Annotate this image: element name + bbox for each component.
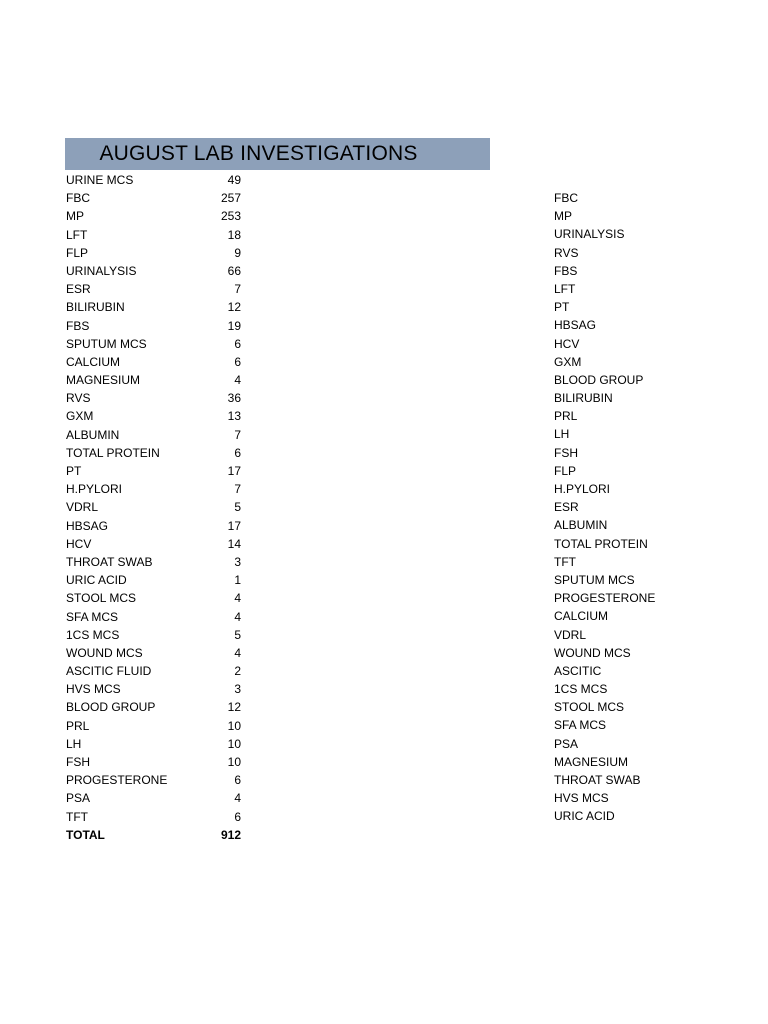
investigation-count-cell: 3 <box>234 554 241 569</box>
list-item[interactable]: PT <box>554 300 570 315</box>
investigation-count-cell: 257 <box>220 191 241 206</box>
list-item[interactable]: MP <box>554 209 572 224</box>
table-row[interactable] <box>66 335 246 353</box>
investigation-name-cell: HVS MCS <box>66 682 121 697</box>
list-item[interactable]: PRL <box>554 409 578 424</box>
table-row[interactable] <box>66 680 246 698</box>
investigation-name-cell: ALBUMIN <box>66 427 120 442</box>
investigation-count-cell: 66 <box>227 263 241 278</box>
investigation-name-cell: TOTAL PROTEIN <box>66 445 160 460</box>
table-row[interactable] <box>66 626 246 644</box>
investigation-name-cell: PT <box>66 464 82 478</box>
table-row[interactable] <box>66 644 246 662</box>
list-item[interactable]: LFT <box>554 281 576 296</box>
list-item[interactable]: ALBUMIN <box>554 518 608 533</box>
list-item[interactable]: URINALYSIS <box>554 227 625 242</box>
list-item[interactable]: 1CS MCS <box>554 682 608 697</box>
investigation-name-cell: PSA <box>66 791 91 806</box>
investigation-name-cell: CALCIUM <box>66 354 121 369</box>
investigation-name-cell: FLP <box>66 245 89 260</box>
page-title: AUGUST LAB INVESTIGATIONS <box>99 142 418 165</box>
table-row[interactable] <box>66 608 246 626</box>
investigation-name-cell: FBS <box>66 318 90 333</box>
investigation-name-cell: MAGNESIUM <box>66 373 141 388</box>
list-item[interactable]: LH <box>554 427 570 442</box>
investigation-count-cell: 36 <box>227 391 241 406</box>
list-item[interactable]: FLP <box>554 463 577 478</box>
title-header-cell[interactable] <box>65 138 490 170</box>
list-item[interactable]: FSH <box>554 445 578 460</box>
list-item[interactable]: HCV <box>554 336 580 351</box>
investigation-name-cell: PROGESTERONE <box>66 773 168 788</box>
table-row[interactable] <box>66 753 246 771</box>
investigation-count-cell: 253 <box>220 209 241 224</box>
table-row[interactable] <box>66 462 246 480</box>
table-row[interactable] <box>66 717 246 735</box>
investigation-name-cell: THROAT SWAB <box>66 554 153 569</box>
table-row[interactable] <box>66 444 246 462</box>
table-row[interactable] <box>66 571 246 589</box>
table-row[interactable] <box>66 317 246 335</box>
list-item[interactable]: TFT <box>554 554 576 569</box>
investigation-count-cell: 13 <box>227 409 241 424</box>
investigation-count-cell: 4 <box>234 591 241 606</box>
investigation-name-cell: STOOL MCS <box>66 591 137 606</box>
list-item[interactable]: URIC ACID <box>554 809 615 824</box>
investigation-count-cell: 10 <box>227 755 241 769</box>
list-item[interactable]: RVS <box>554 245 579 260</box>
investigation-count-cell: 6 <box>234 336 241 351</box>
list-item[interactable]: HVS MCS <box>554 791 609 806</box>
list-item[interactable]: SFA MCS <box>554 718 607 733</box>
investigation-name-cell: GXM <box>66 409 94 424</box>
investigation-count-cell: 12 <box>227 700 241 715</box>
table-row[interactable] <box>66 389 246 407</box>
table-row[interactable] <box>66 698 246 716</box>
investigation-count-cell: 18 <box>227 227 241 242</box>
investigation-name-cell: BLOOD GROUP <box>66 700 156 715</box>
list-item[interactable]: ASCITIC <box>554 663 602 678</box>
list-item[interactable]: HBSAG <box>554 318 597 333</box>
investigation-name-cell: H.PYLORI <box>66 482 123 497</box>
investigation-name-cell: SPUTUM MCS <box>66 336 147 351</box>
list-item[interactable]: H.PYLORI <box>554 482 611 496</box>
table-row[interactable] <box>66 589 246 607</box>
list-item[interactable]: SPUTUM MCS <box>554 572 635 587</box>
investigation-count-cell: 5 <box>234 500 241 515</box>
table-row[interactable] <box>66 808 246 826</box>
investigation-count-cell: 7 <box>234 427 241 442</box>
investigation-count-cell: 10 <box>227 718 241 733</box>
table-row[interactable] <box>66 771 246 789</box>
table-row[interactable] <box>66 735 246 753</box>
table-row[interactable] <box>66 662 246 680</box>
investigation-name-cell: 1CS MCS <box>66 627 120 642</box>
investigation-count-cell: 6 <box>234 445 241 460</box>
list-item[interactable]: VDRL <box>554 627 587 642</box>
investigation-name-cell: VDRL <box>66 500 99 515</box>
table-row[interactable] <box>66 298 246 316</box>
investigation-name-cell: TFT <box>66 809 88 824</box>
table-row[interactable] <box>66 371 246 389</box>
investigation-count-cell: 1 <box>234 573 241 588</box>
investigation-name-cell: WOUND MCS <box>66 645 143 660</box>
investigation-name-cell: URIC ACID <box>66 573 127 588</box>
total-label: TOTAL <box>66 827 105 842</box>
investigation-count-cell: 7 <box>234 282 241 297</box>
list-item[interactable]: MAGNESIUM <box>554 754 629 769</box>
table-row[interactable] <box>66 171 246 189</box>
table-row[interactable] <box>66 207 246 225</box>
table-row[interactable] <box>66 480 246 498</box>
investigation-name-cell: HBSAG <box>66 518 109 533</box>
investigation-name-cell: RVS <box>66 391 91 406</box>
list-item[interactable]: PROGESTERONE <box>554 591 656 606</box>
table-row[interactable] <box>66 280 246 298</box>
investigation-count-cell: 4 <box>234 645 241 660</box>
investigation-name-cell: URINE MCS <box>66 173 134 187</box>
investigation-name-cell: SFA MCS <box>66 609 119 624</box>
investigation-count-cell: 7 <box>234 482 241 497</box>
investigation-name-cell: FSH <box>66 755 90 769</box>
investigation-name-list <box>554 189 754 826</box>
investigation-count-cell: 17 <box>227 464 241 478</box>
investigation-count-table <box>66 171 246 844</box>
table-row[interactable] <box>66 426 246 444</box>
table-row[interactable] <box>66 353 246 371</box>
list-item[interactable]: FBS <box>554 263 578 278</box>
investigation-name-cell: ESR <box>66 282 91 297</box>
total-value: 912 <box>220 827 241 842</box>
investigation-name-cell: LH <box>66 736 82 751</box>
table-row[interactable] <box>66 517 246 535</box>
investigation-count-cell: 5 <box>234 627 241 642</box>
list-item[interactable]: BLOOD GROUP <box>554 372 644 387</box>
investigation-count-cell: 10 <box>227 736 241 751</box>
investigation-count-cell: 4 <box>234 609 241 624</box>
investigation-name-cell: ASCITIC FLUID <box>66 664 152 679</box>
investigation-count-cell: 9 <box>234 245 241 260</box>
investigation-name-cell: URINALYSIS <box>66 263 137 278</box>
list-item[interactable]: GXM <box>554 354 582 369</box>
investigation-name-cell: MP <box>66 209 84 224</box>
table-row[interactable] <box>66 553 246 571</box>
investigation-count-cell: 49 <box>227 173 241 187</box>
investigation-count-cell: 17 <box>227 518 241 533</box>
total-row[interactable] <box>66 826 246 844</box>
table-row[interactable] <box>66 535 246 553</box>
investigation-count-cell: 4 <box>234 373 241 388</box>
list-item[interactable]: WOUND MCS <box>554 645 631 660</box>
investigation-name-cell: HCV <box>66 536 92 551</box>
investigation-count-cell: 19 <box>227 318 241 333</box>
investigation-count-cell: 6 <box>234 354 241 369</box>
table-row[interactable] <box>66 226 246 244</box>
investigation-count-cell: 6 <box>234 809 241 824</box>
investigation-count-cell: 4 <box>234 791 241 806</box>
list-item[interactable]: CALCIUM <box>554 609 609 624</box>
table-row[interactable] <box>66 789 246 807</box>
investigation-count-cell: 12 <box>227 300 241 315</box>
list-item[interactable]: TOTAL PROTEIN <box>554 536 648 551</box>
list-item[interactable]: BILIRUBIN <box>554 391 613 406</box>
investigation-name-cell: LFT <box>66 227 88 242</box>
list-item[interactable]: ESR <box>554 500 579 515</box>
table-row[interactable] <box>66 498 246 516</box>
table-row[interactable] <box>66 407 246 425</box>
table-row[interactable] <box>66 244 246 262</box>
table-row[interactable] <box>66 189 246 207</box>
list-item[interactable]: STOOL MCS <box>554 700 625 715</box>
list-item[interactable]: THROAT SWAB <box>554 773 641 787</box>
table-row[interactable] <box>66 262 246 280</box>
investigation-count-cell: 14 <box>227 536 241 551</box>
investigation-count-cell: 2 <box>234 664 241 679</box>
investigation-name-cell: BILIRUBIN <box>66 300 125 315</box>
list-item[interactable]: FBC <box>554 191 578 205</box>
list-item[interactable]: PSA <box>554 736 579 751</box>
investigation-name-cell: FBC <box>66 191 90 206</box>
investigation-count-cell: 6 <box>234 773 241 788</box>
investigation-count-cell: 3 <box>234 682 241 697</box>
investigation-name-cell: PRL <box>66 718 90 733</box>
